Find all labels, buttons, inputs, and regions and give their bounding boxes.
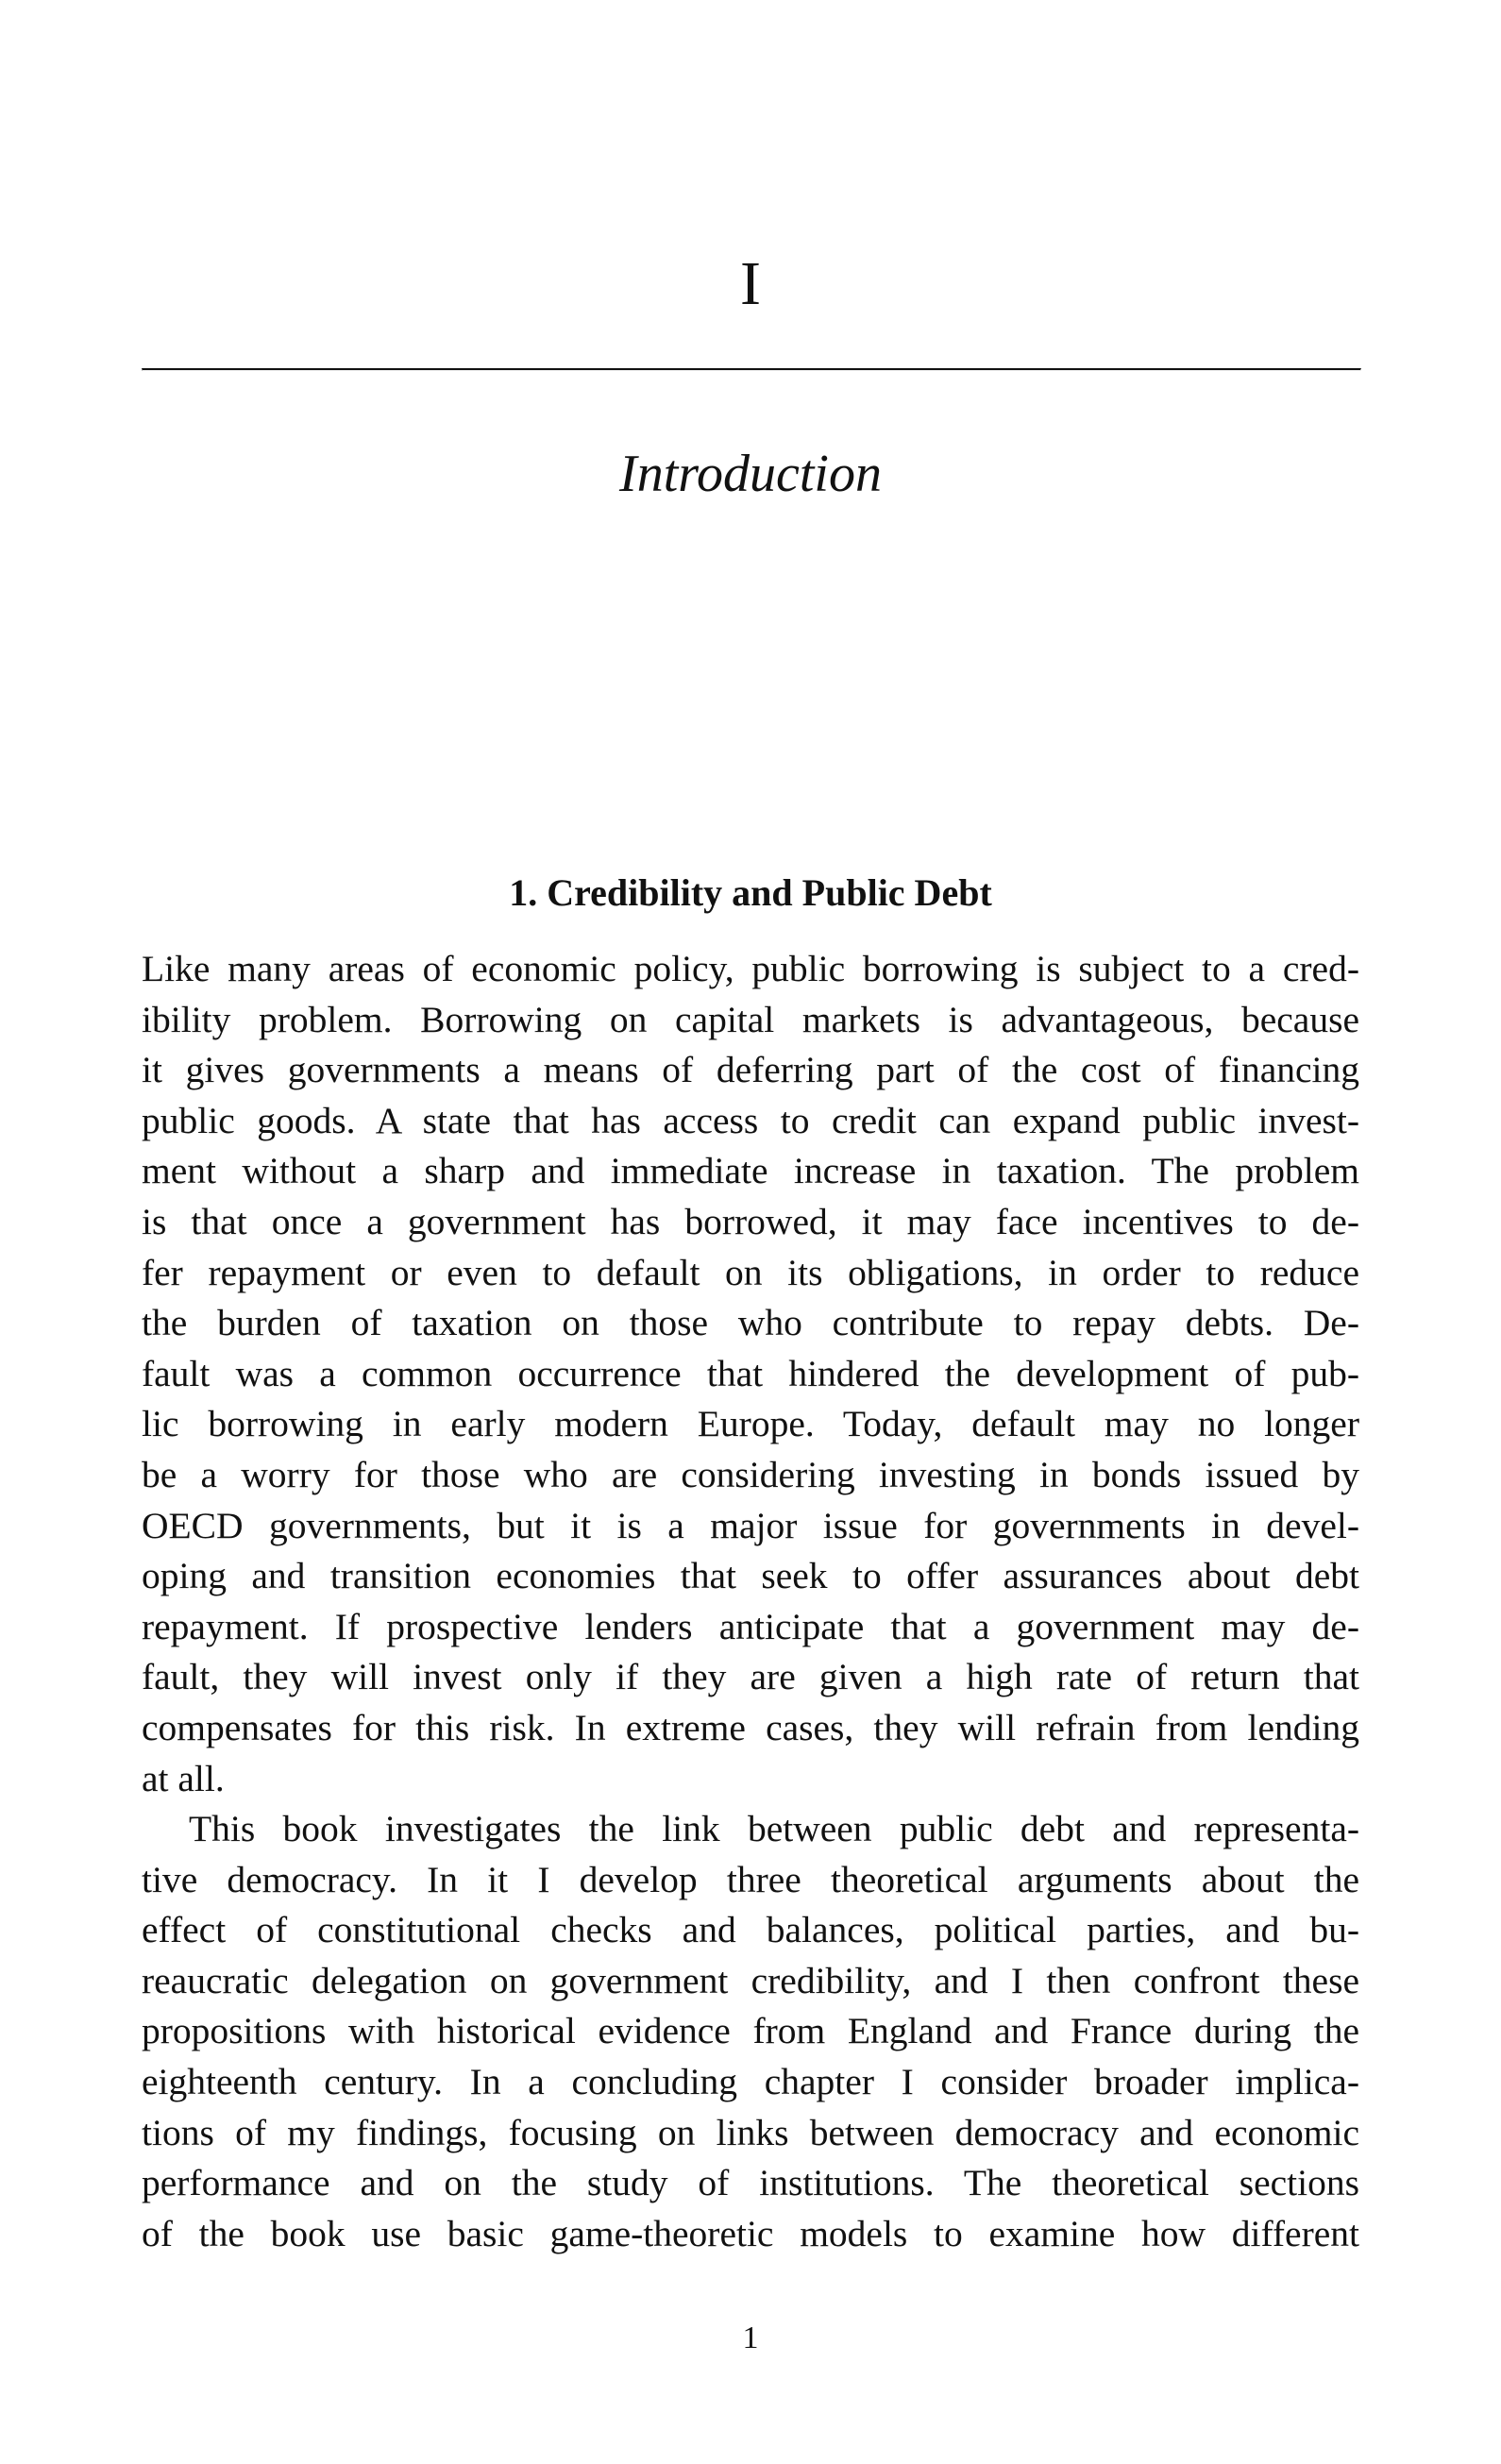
- text-line: performance and on the study of institutions. The theoretical sections: [142, 2162, 1359, 2204]
- text-line: fer repayment or even to default on its obligations, in order to reduce: [142, 1251, 1359, 1293]
- text-line: lic borrowing in early modern Europe. Today, default may no longer: [142, 1403, 1359, 1445]
- text-line: oping and transition economies that seek to offer assurances about debt: [142, 1555, 1359, 1597]
- text-line: it gives governments a means of deferring part of the cost of financing: [142, 1049, 1359, 1091]
- text-line: propositions with historical evidence from England and France during the: [142, 2010, 1359, 2052]
- chapter-divider: [142, 368, 1361, 371]
- text-line: repayment. If prospective lenders anticipate that a government may de-: [142, 1605, 1359, 1647]
- text-line: be a worry for those who are considering investing in bonds issued by: [142, 1453, 1359, 1495]
- text-line: eighteenth century. In a concluding chapter I consider broader implica-: [142, 2061, 1359, 2103]
- text-line: ibility problem. Borrowing on capital markets is advantageous, because: [142, 998, 1359, 1040]
- text-line: ment without a sharp and immediate increase in taxation. The problem: [142, 1150, 1359, 1192]
- text-line: public goods. A state that has access to credit can expand public invest-: [142, 1099, 1359, 1141]
- section-heading: 1. Credibility and Public Debt: [509, 871, 992, 914]
- text-line: tions of my findings, focusing on links between democracy and economic: [142, 2111, 1359, 2153]
- paragraph: [142, 944, 1359, 1804]
- text-line: effect of constitutional checks and balances, political parties, and bu-: [142, 1909, 1359, 1951]
- body-text: [142, 944, 1359, 2259]
- text-line: Like many areas of economic policy, public borrowing is subject to a cred-: [142, 948, 1359, 989]
- text-line: at all.: [142, 1757, 225, 1799]
- text-line: reaucratic delegation on government credibility, and I then confront these: [142, 1959, 1359, 2001]
- page-number: 1: [742, 2321, 759, 2355]
- paragraph: [142, 1804, 1359, 2259]
- text-line: tive democracy. In it I develop three theoretical arguments about the: [142, 1858, 1359, 1900]
- text-line: OECD governments, but it is a major issue for governments in devel-: [142, 1504, 1359, 1546]
- text-line: is that once a government has borrowed, it may face incentives to de-: [142, 1200, 1359, 1242]
- text-line: the burden of taxation on those who contribute to repay debts. De-: [142, 1302, 1359, 1344]
- chapter-title: Introduction: [619, 445, 882, 503]
- text-line: This book investigates the link between public debt and representa-: [189, 1808, 1359, 1850]
- chapter-number: I: [740, 249, 761, 318]
- text-line: fault, they will invest only if they are given a high rate of return that: [142, 1656, 1359, 1698]
- text-line: compensates for this risk. In extreme cases, they will refrain from lending: [142, 1706, 1359, 1748]
- text-line: fault was a common occurrence that hindered the development of pub-: [142, 1352, 1359, 1394]
- text-line: of the book use basic game-theoretic models to examine how different: [142, 2212, 1359, 2254]
